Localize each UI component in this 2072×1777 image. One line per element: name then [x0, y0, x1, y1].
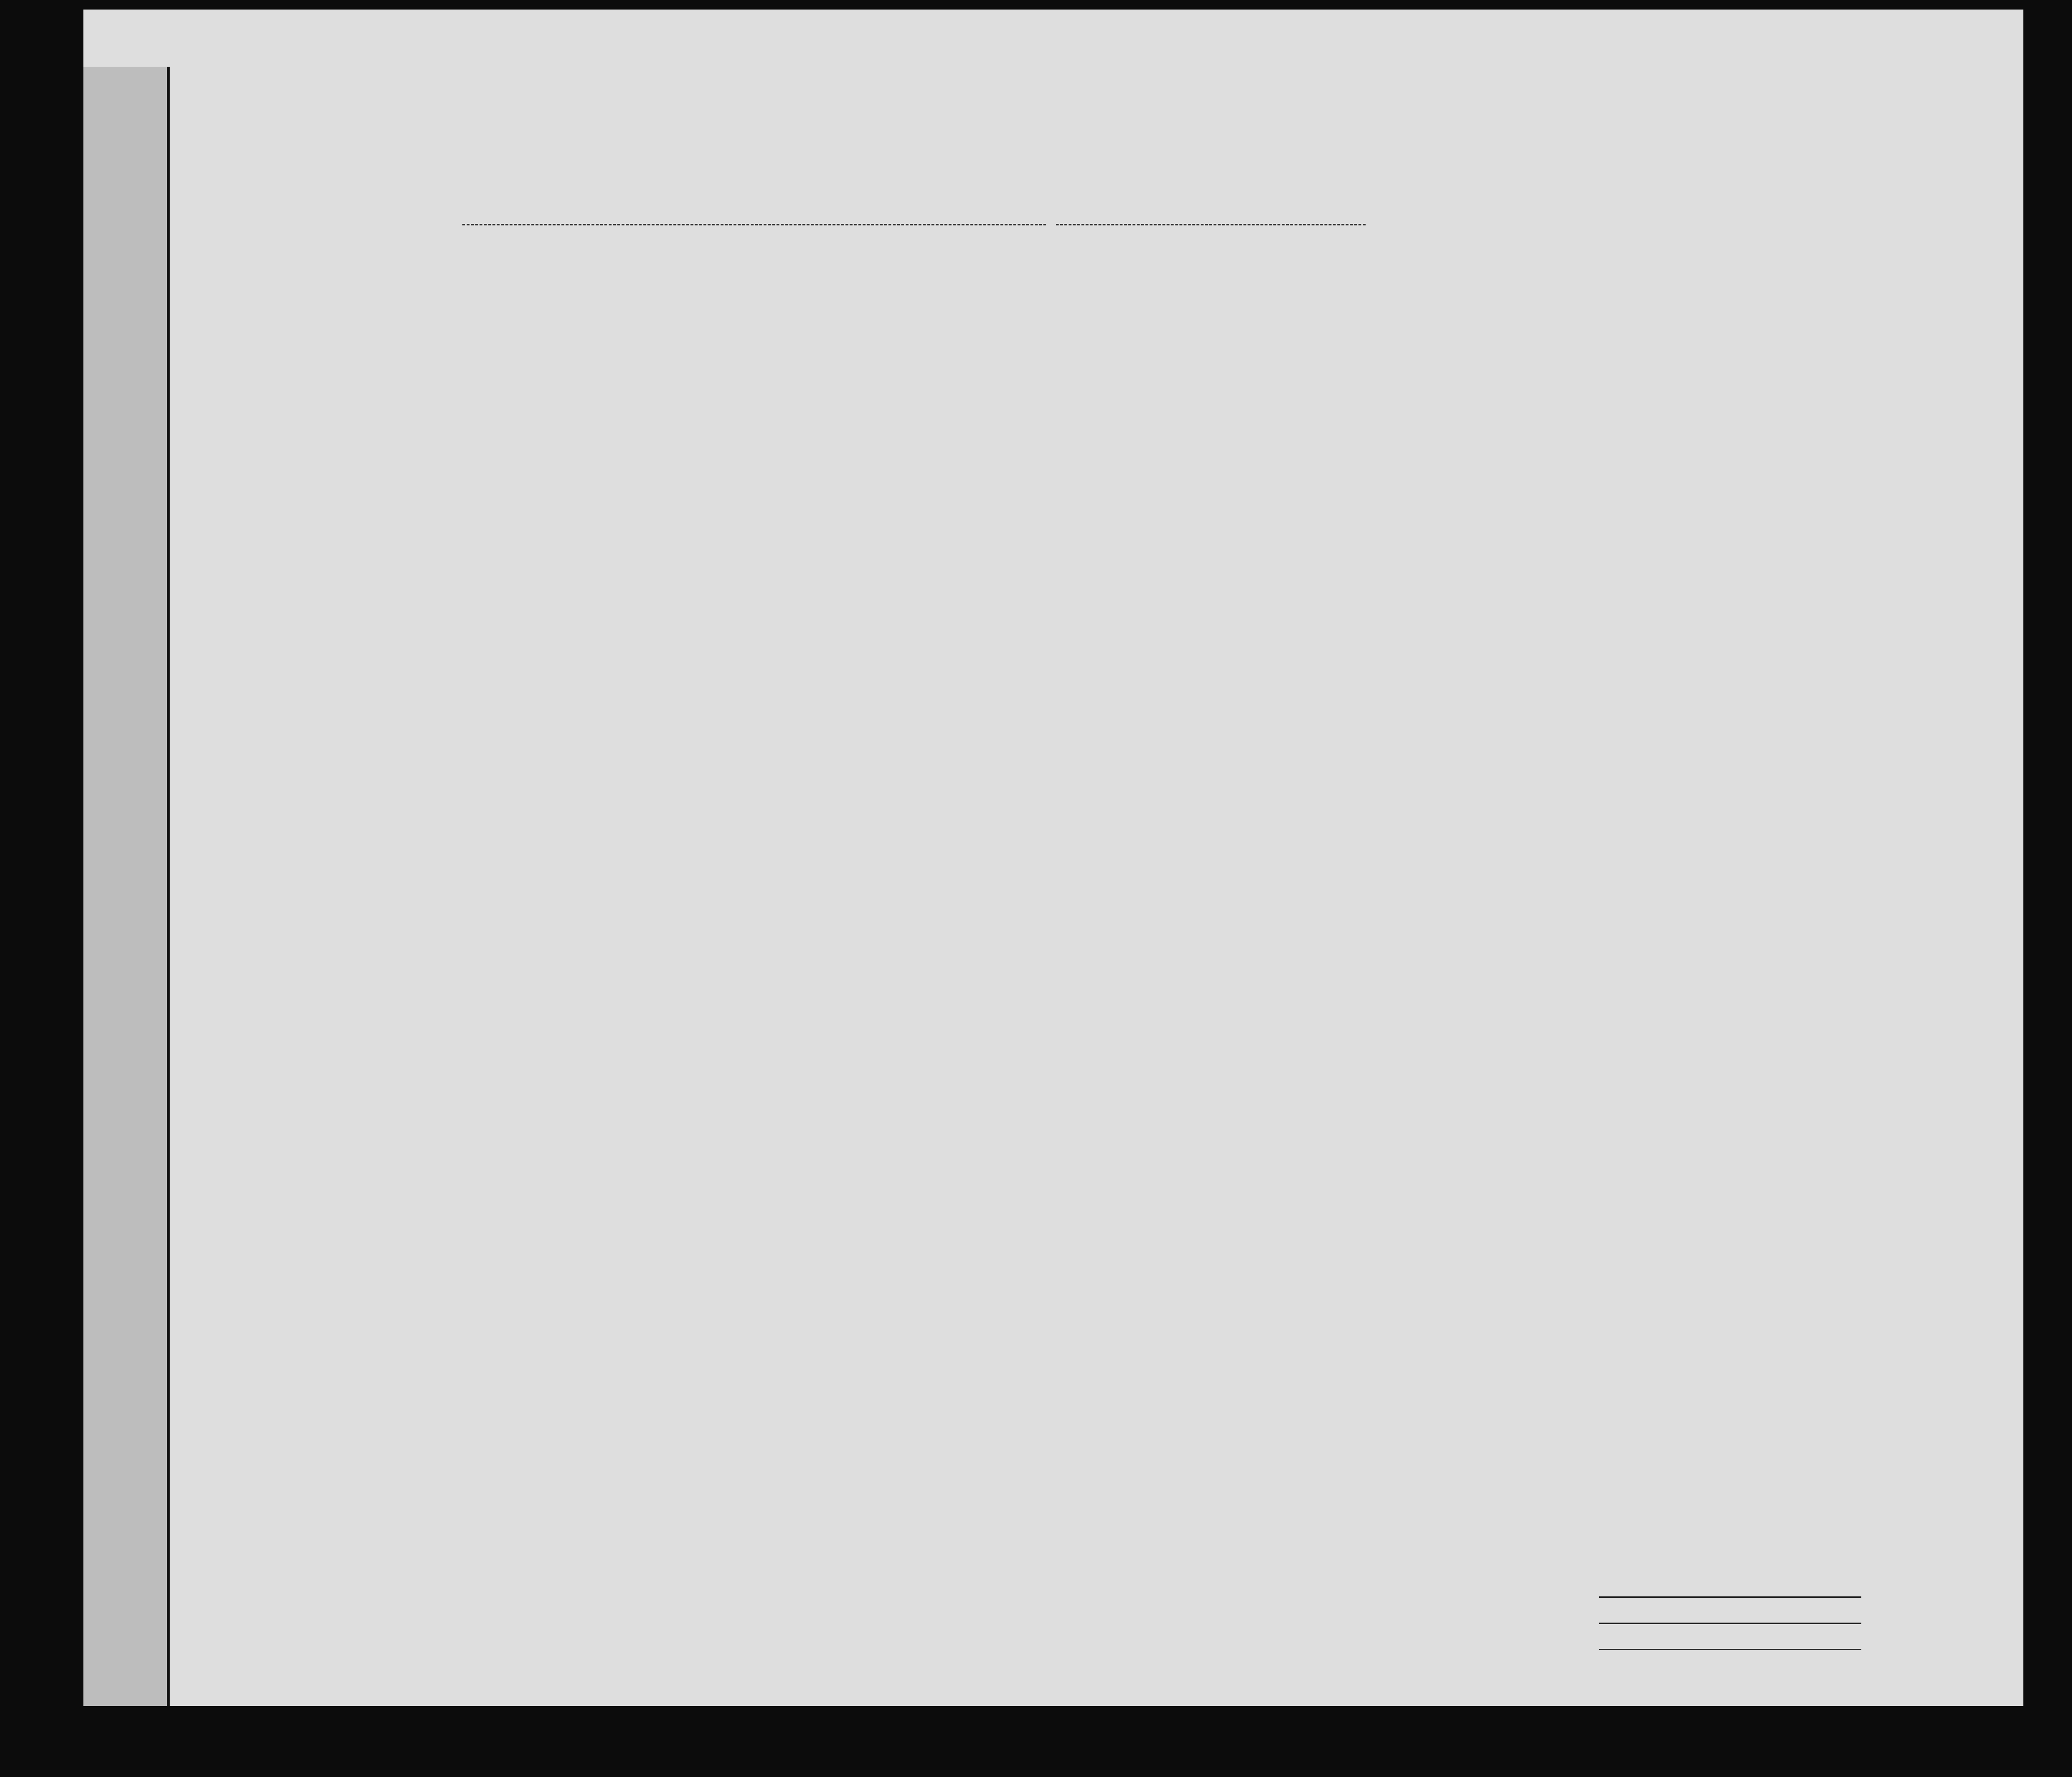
date-fill-line [1056, 224, 1366, 225]
owners-fill [1599, 1623, 1861, 1624]
line-fill [1599, 1596, 1861, 1598]
agents-fill [1599, 1649, 1861, 1650]
port-fill-line [462, 224, 1046, 225]
manifest-grid [83, 10, 2023, 1706]
manifest-sheet [83, 10, 2023, 1706]
